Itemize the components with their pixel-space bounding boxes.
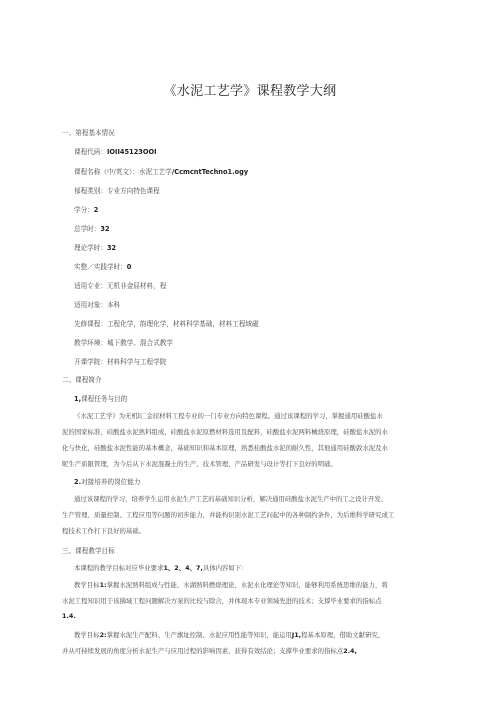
goal1-line: 水泥工程知识用于该摘域工程问题解决方案的比较与除合，并体现本专业领域先进的技术；支撑毕业要求的指标点 [62,597,382,605]
applicable-major: 适用专业：无机非金屈材料，程 [74,282,167,290]
prerequisites: 先修课程：工程化学，韵理化学，材料科学基础，材料工程域磁 [74,320,259,328]
theory-hours: 理论学时：32 [74,244,117,252]
para2-line: 程技术工作打下良好的基础。 [62,527,146,535]
section-1-heading: 一、第程基本情况 [62,129,115,137]
goal2-line: 并从可持续发展的角度分析水泥生产与应用过程的影响因素，获得有效结论；支撑毕业要求的指标点2.4, [62,647,357,655]
target-students: 适用对象：本科 [74,301,121,309]
para2-line: 通过该课程的学习，培养学生运用水泥生产工艺的基础知识分析，解决通用硅酸盐水泥生产中的工之设计开发、 [74,495,388,503]
para1-line: 《水泥工艺学》为无机l匚金屈材料工程专业的一门专业方向特色课程。通过该课程的学习，掌握通用硅酸盐水 [74,412,383,420]
offering-school: 开课学院：材料科学与工程学院 [74,358,167,366]
credits: 学分：2 [74,206,99,214]
para1-line: 昵生产质限管理，为今后从下水泥混凝土的生产、技术管理、产品研发与设计等打下良好的明础。 [62,460,337,468]
subsection-job-ability: 2.对接培养的岗位能力 [74,478,141,486]
para1-line: 化与快化，硅酸盐水泥性能的基本概念，基础知识和基本原理，熟悉桂酸盐水泥的耐久性，其他通用硅酸敦水泥及水 [62,444,388,452]
course-code: 课程代码：IOII45123OOI [74,148,157,156]
para2-line: 生产管理、质量控制、工程应用等问题的初步能力，并能构识别水泥工艺问起中的各种制约条件，为后维科学研究或工 [62,511,395,519]
page-title: 《水泥工艺学》课程教学大纲 [163,84,337,99]
goal1-line: 教学目标1:掌握水泥熟料组成与性能、水湖熟料燃烧理论、水泥水化理论等知识，能够利用系统思维的能力，将 [74,581,388,589]
goals-intro: 本课程的教学目标对应毕业要求1、2、4、7,具体内容如下： [74,564,248,572]
section-2-heading: 二、课程简介 [62,376,102,384]
subsection-task-purpose: 1,课程任务与目的 [74,395,128,403]
goal1-ref: 1.4. [62,612,76,620]
section-3-heading: 三、课程教学目标 [62,547,115,555]
goal2-line: 教学目标2:掌握水泥生产配料、生产旗址控制、水泥应用性能等知识，能运用J1,程基本原理，借助文献研究， [74,631,385,639]
course-category: 郁程类别：专业方向特色课程 [74,187,160,195]
practice-hours: 实整／实践学时：0 [74,263,132,271]
total-hours: 总学时：32 [74,225,110,233]
para1-line: 泥的国家标准，硅酸盐水泥熟料组成，硅酸盐水泥原燃材料选用及配料，硅酸盐水泥两料械烧原理，硅酸盐水泥的水 [62,428,388,436]
teaching-environment: 教学环境：城下教学、混合式教学 [74,339,173,347]
course-name: 课程名称（中/英文）：水泥工艺学/CcmcntTechno1.ogy [74,168,249,176]
